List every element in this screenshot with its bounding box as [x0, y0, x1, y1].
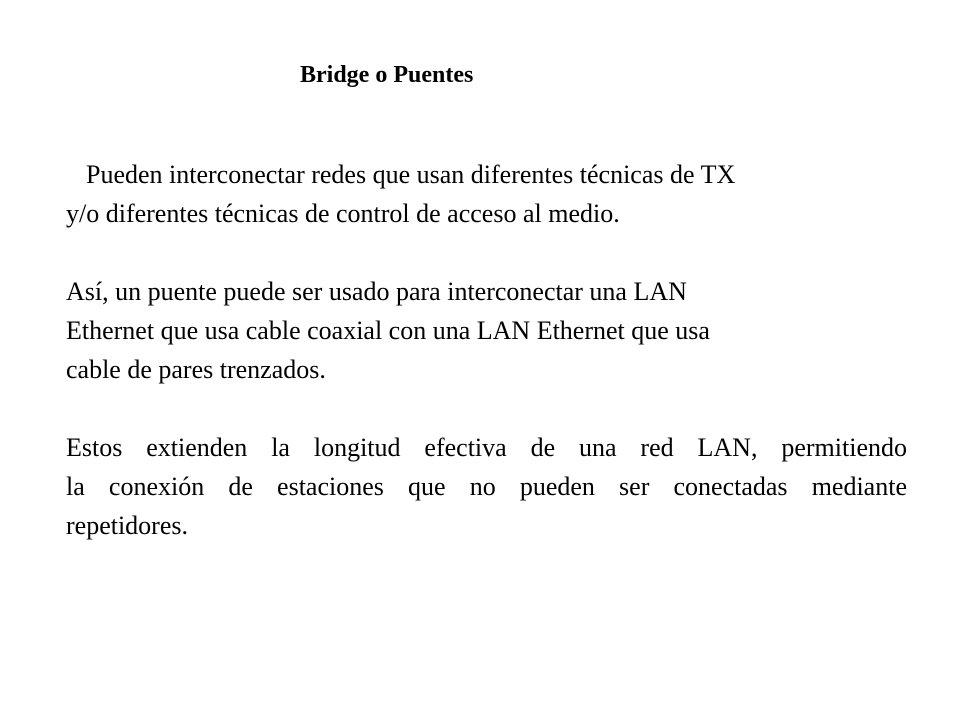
paragraph-2-line-1: Así, un puente puede ser usado para interconectar una LAN [66, 277, 687, 306]
paragraph-2 [66, 272, 926, 389]
paragraph-3 [66, 428, 926, 545]
paragraph-1 [66, 155, 926, 233]
paragraph-2-line-2: Ethernet que usa cable coaxial con una LAN Ethernet que usa [66, 316, 710, 345]
slide-title: Bridge o Puentes [300, 62, 474, 88]
paragraph-3-line-2: la conexión de estaciones que no pueden ser conectadas mediante [66, 472, 907, 501]
slide-body [66, 155, 926, 545]
paragraph-1-line-2: y/o diferentes técnicas de control de acceso al medio. [66, 199, 620, 228]
paragraph-2-line-3: cable de pares trenzados. [66, 355, 326, 384]
paragraph-3-line-1: Estos extienden la longitud efectiva de una red LAN, permitiendo [66, 433, 907, 462]
paragraph-3-line-3: repetidores. [66, 511, 189, 540]
paragraph-1-line-1: Pueden interconectar redes que usan diferentes técnicas de TX [86, 160, 736, 189]
